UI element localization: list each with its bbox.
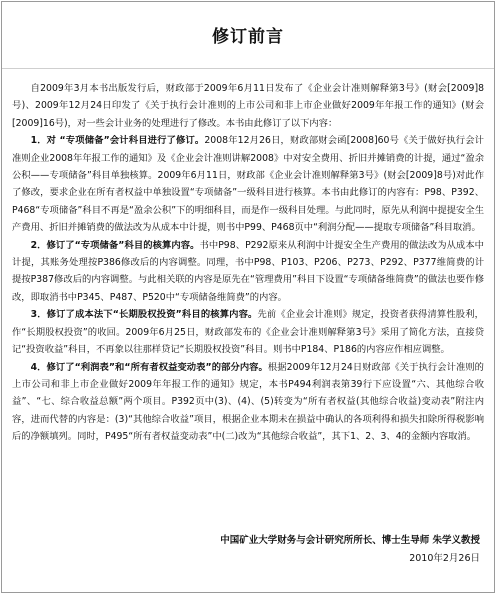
section-3-heading: 3．修订了成本法下“长期股权投资”科目的核算内容。 xyxy=(30,309,258,321)
preface-body xyxy=(12,80,484,446)
intro-paragraph: 自2009年3月本书出版发行后，财政部于2009年6月11日发布了《企业会计准则解释第3号》(财会[2009]8号)、2009年12月24日印发了《关于执行会计准则的上市公司和非上市企业做好2009年年报工作的通知》(财会[2009]16号)，对一些会计业务的处理进行了修改。本书由此修订了以下内容： xyxy=(12,83,484,129)
section-1-heading: 1．对 “专项储备”会计科目进行了修订。 xyxy=(30,135,205,147)
section-4-body: 根据2009年12月24日财政部《关于执行会计准则的上市公司和非上市企业做好2009年年报工作的通知》规定，本书P494利润表第39行下应设置“六、其他综合收益”、“七、综合收益总额”两个项目。P392页中(3)、(4)、(5)转变为“所有者权益(其他综合收益)变动表”附注内容，进而代替的内容是：(3)“其他综合收益”项目，根据企业本期未在损益中确认的各项利得和损失扣除所得税影响后的净额填列。同时，P495“所有者权益变动表”中(二)改为“其他综合收益”，其下1、2、3、4的金额内容取消。 xyxy=(12,361,484,443)
document-page xyxy=(1,1,495,593)
section-3-body: 先前《企业会计准则》规定，投资者获得清算性股利，作“长期股权投资”的收回。2009年6月25日，财政部发布的《企业会计准则解释第3号》采用了简化方法，直接贷记“投资收益”科目，不再象以往那样贷记“长期股权投资”科目。则书中P184、P186的内容应作相应调整。 xyxy=(12,309,484,356)
signature-date: 2010年2月26日 xyxy=(409,553,480,564)
section-2-body: 书中P98、P292原来从利润中计提安全生产费用的做法改为从成本中计提，其账务处理按P386修改后的内容调整。同理，书中P98、P103、P206、P273、P292、P377维简费的计提按P387修改后的内容调整。与此相关联的内容是原先在“管理费用”科目下设置“专项储备维简费”的做法也要作修改，即取消书中P345、P487、P520中“专项储备维简费”的内容。 xyxy=(12,239,484,303)
section-2-heading: 2．修订了“专项储备”科目的核算内容。 xyxy=(30,239,200,251)
section-1-body: 2008年12月26日，财政部财会函[2008]60号《关于做好执行会计准则企业2008年年报工作的通知》及《企业会计准则讲解2008》中对安全费用、折旧并摊销费的计提，通过“盈余公积——专项储备”科目单独核算。2009年6月11日，财政部《企业会计准则解释第3号》(财会[2009]8号)对此作了修改，要求企业在所有者权益中单独设置“专项储备”一级科目进行核算。本书由此修订的内容有：P98、P392、P468“专项储备”科目不再是“盈余公积”下的明细科目，而是作一级科目处理。与此同时，原先从利润中提提安全生产费用、折旧并摊销费的做法改为从成本中计提，则书中P99、P468页中“利润分配——提取专项储备”科目取消。 xyxy=(12,135,484,234)
section-2 xyxy=(12,237,484,307)
section-4 xyxy=(12,359,484,446)
author-signature: 中国矿业大学财务与会计研究所所长、博士生导师 朱学义教授 xyxy=(220,535,480,546)
section-3 xyxy=(12,306,484,358)
page-title: 修订前言 xyxy=(212,27,284,47)
section-1 xyxy=(12,132,484,236)
title-bar xyxy=(2,2,494,69)
section-4-heading: 4．修订了“利润表”和“所有者权益变动表”的部分内容。 xyxy=(30,361,268,373)
